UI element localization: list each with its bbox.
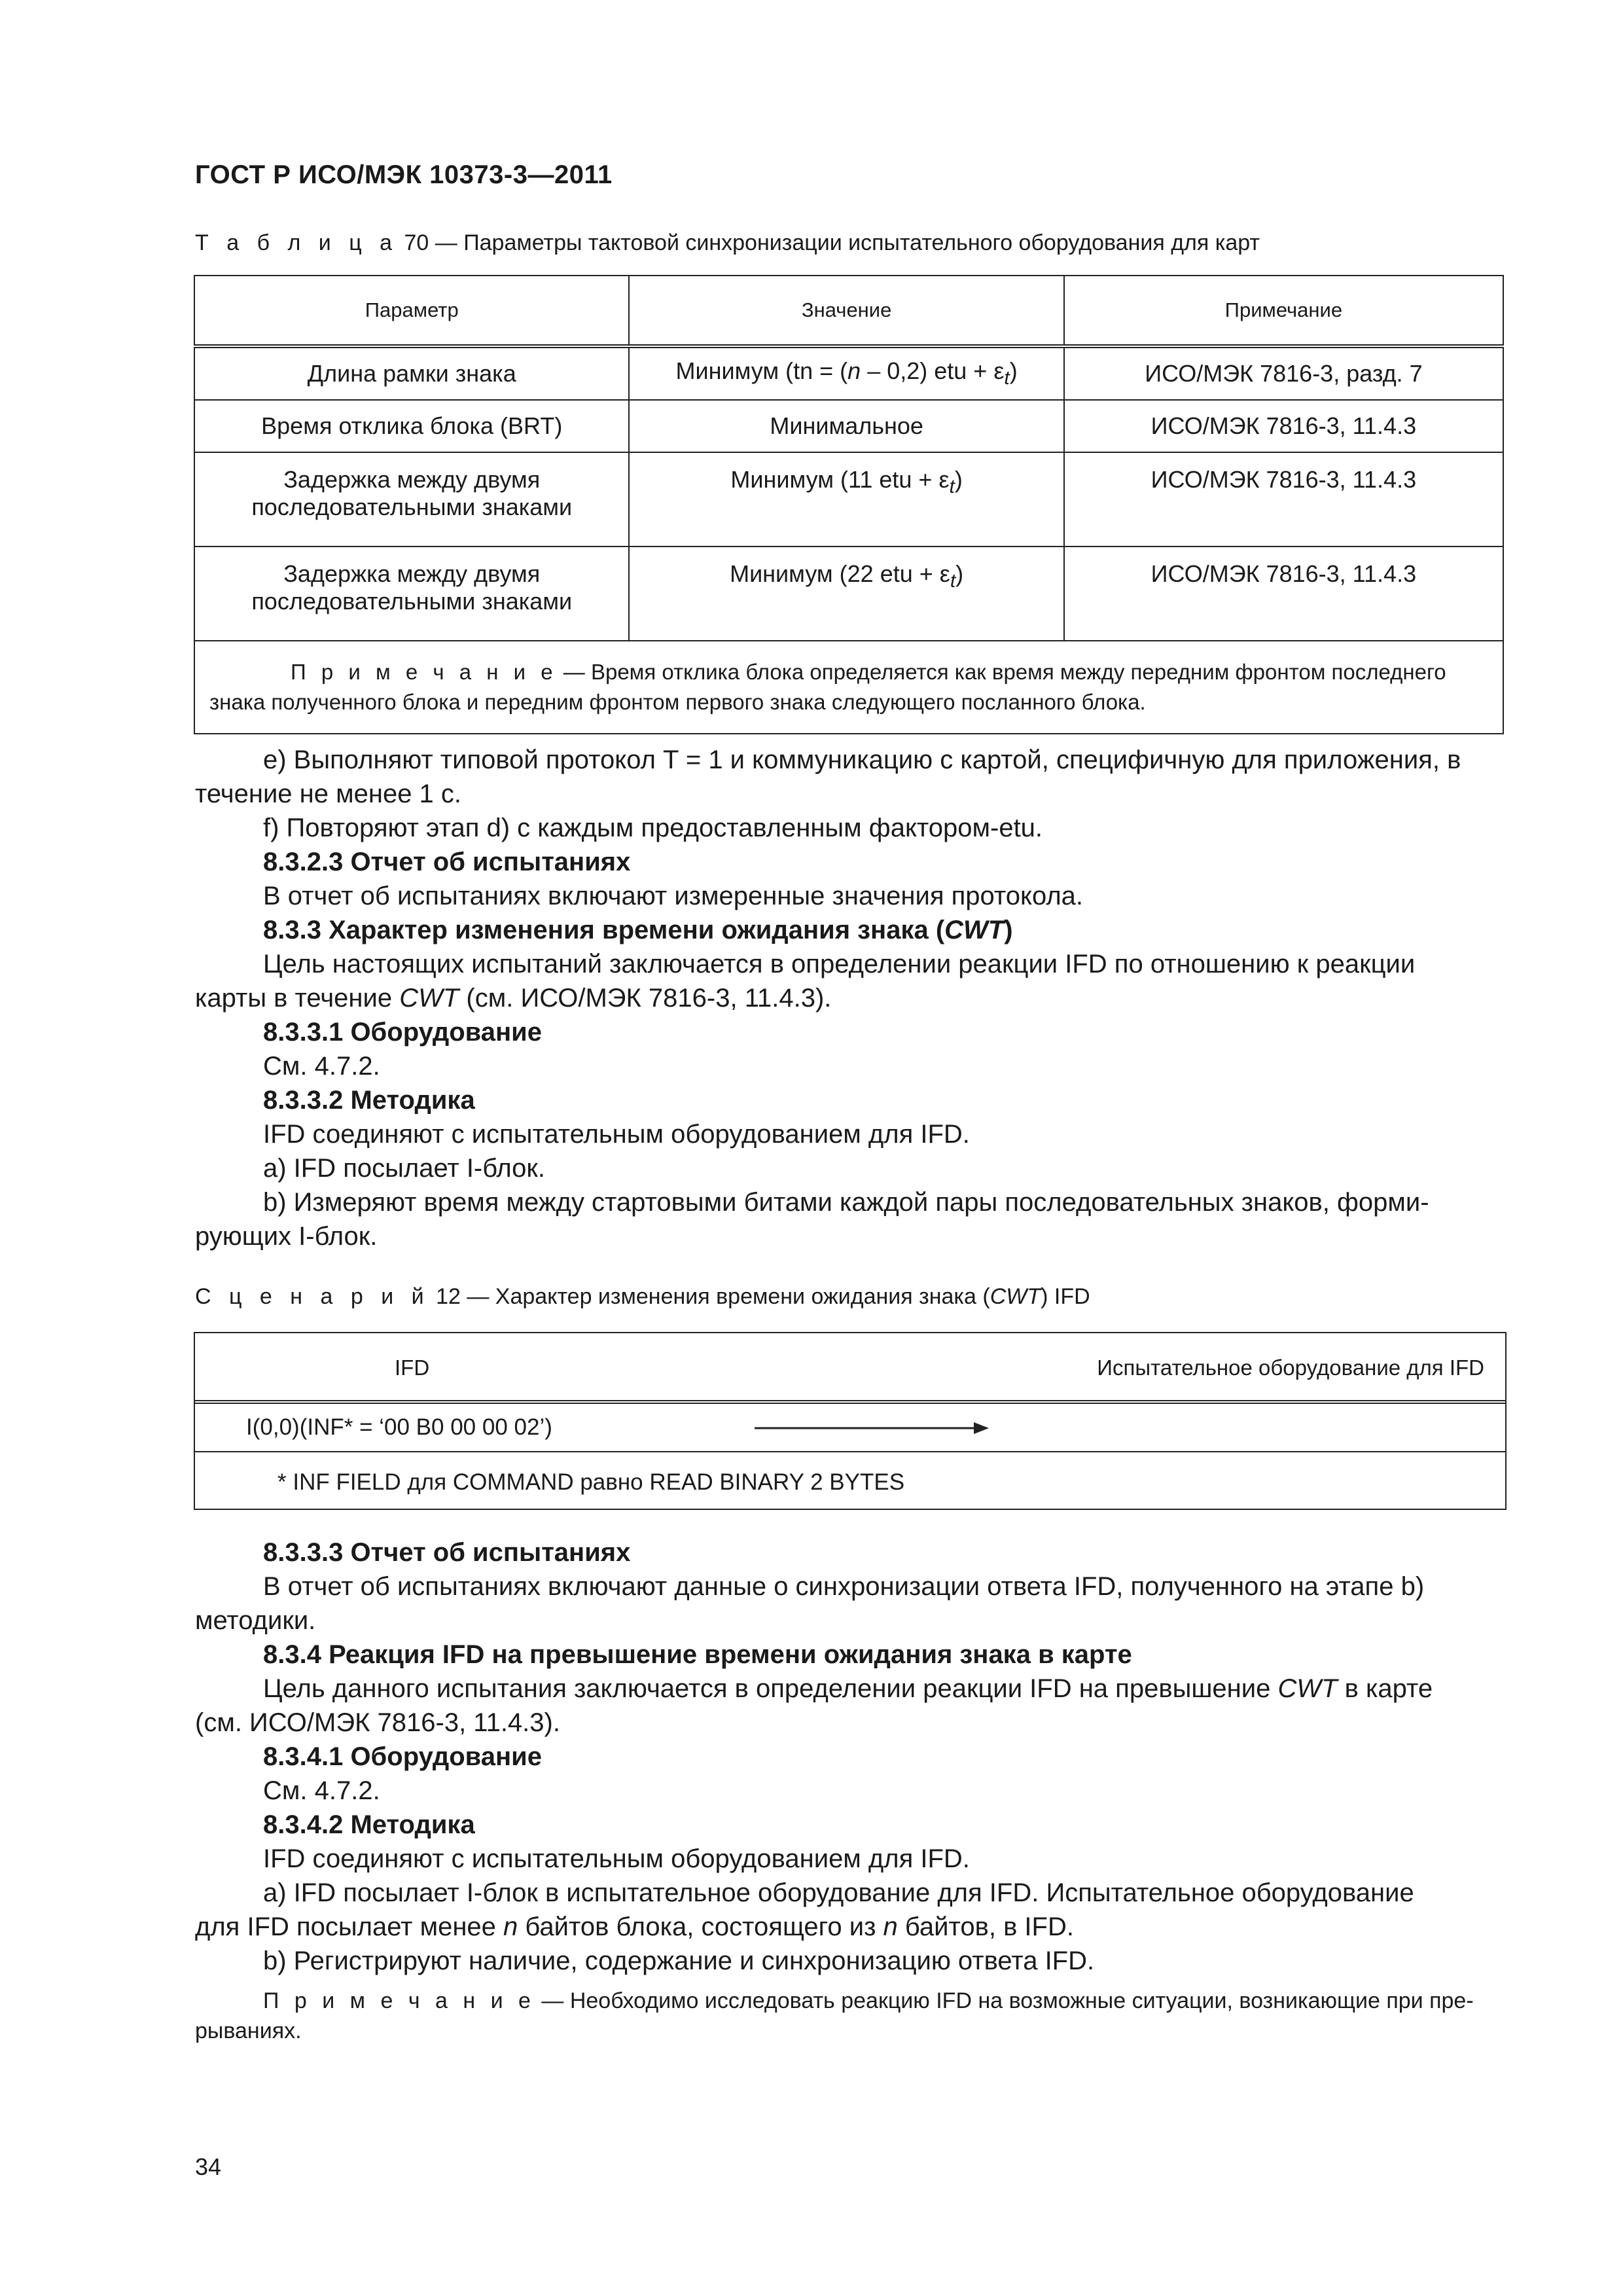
table-header-row — [194, 276, 1503, 346]
table-cell — [629, 452, 1063, 547]
section-heading: 8.3.4.1 Оборудование — [263, 1742, 542, 1771]
cell-text: Минимум (11 etu + ε — [730, 466, 950, 493]
footnote-text: * INF FIELD для COMMAND равно READ BINARY 2 BYTES — [277, 1469, 905, 1495]
timing-parameters-table — [194, 275, 1504, 734]
column-header: Значение — [629, 276, 1063, 346]
heading-text: ) — [1004, 916, 1013, 944]
scenario-table — [194, 1332, 1507, 1510]
cell-subscript: t — [949, 476, 955, 498]
table-cell — [629, 547, 1063, 641]
table-caption-label: Т а б л и ц а — [195, 230, 399, 255]
paragraph: См. 4.7.2. — [263, 1776, 380, 1805]
text: n — [883, 1912, 898, 1941]
note-text: знака полученного блока и передним фронтом первого знака следующего посланного блока. — [209, 690, 1146, 714]
note-text: — Время отклика блока определяется как время между передним фронтом последнего — [557, 660, 1446, 684]
paragraph: b) Измеряют время между стартовыми битами каждой пары последовательных знаков, форми- — [263, 1188, 1429, 1217]
note: рываниях. — [195, 2018, 302, 2043]
page-number: 34 — [195, 2153, 222, 2180]
cell-text: – 0,2) etu + ε — [861, 357, 1005, 385]
text: CWT — [399, 984, 459, 1013]
section-heading: 8.3.3.1 Оборудование — [263, 1018, 542, 1047]
note-label: П р и м е ч а н и е — [291, 660, 558, 684]
paragraph: В отчет об испытаниях включают измеренные значения протокола. — [263, 882, 1084, 910]
table-row — [194, 452, 1503, 547]
test-equipment-column-header: Испытательное оборудование для IFD — [1097, 1355, 1484, 1380]
table-note — [194, 641, 1503, 734]
cell-text: последовательными знаками — [251, 493, 573, 520]
table-cell: ИСО/МЭК 7816-3, разд. 7 — [1064, 346, 1503, 400]
scenario-caption — [195, 1284, 1090, 1310]
text: байтов блока, состоящего из — [518, 1912, 883, 1941]
ifd-column-header: IFD — [395, 1355, 430, 1380]
note-text: — Необходимо исследовать реакцию IFD на возможные ситуации, возникающие при пре- — [535, 1988, 1474, 2013]
heading-text: 8.3.3 Характер изменения времени ожидания знака ( — [263, 916, 945, 944]
table-caption — [195, 230, 1260, 256]
message-text: I(0,0)(INF* = ‘00 B0 00 00 02’) — [246, 1414, 552, 1440]
table-row — [194, 547, 1503, 641]
scenario-caption-text: 12 — Характер изменения времени ожидания знака ( — [436, 1284, 990, 1309]
section-heading: 8.3.4.2 Методика — [263, 1810, 475, 1839]
paragraph: методики. — [195, 1606, 316, 1635]
paragraph — [195, 1910, 1503, 1944]
table-caption-text: 70 — Параметры тактовой синхронизации испытательного оборудования для карт — [404, 230, 1260, 255]
table-cell — [629, 346, 1063, 400]
cell-text: ) — [954, 466, 963, 493]
paragraph: b) Регистрируют наличие, содержание и синхронизацию ответа IFD. — [263, 1946, 1095, 1975]
column-header: Параметр — [194, 276, 629, 346]
right-arrow-icon — [755, 1418, 990, 1438]
cell-text: Минимум (tn = ( — [675, 357, 848, 385]
table-cell — [194, 452, 629, 547]
note — [195, 1986, 1503, 2016]
body-section-2 — [195, 1535, 1503, 2046]
column-header: Примечание — [1064, 276, 1503, 346]
scenario-header-row — [195, 1333, 1505, 1404]
text: карты в течение — [195, 984, 400, 1013]
standard-header: ГОСТ Р ИСО/МЭК 10373-3—2011 — [195, 160, 613, 189]
scenario-caption-text: ) IFD — [1041, 1284, 1090, 1309]
scenario-caption-text: CWT — [990, 1284, 1041, 1309]
paragraph: f) Повторяют этап d) с каждым предоставленным фактором-etu. — [263, 814, 1043, 842]
heading-text: CWT — [944, 916, 1005, 944]
table-row — [194, 346, 1503, 400]
table-cell: Длина рамки знака — [194, 346, 629, 400]
table-cell: ИСО/МЭК 7816-3, 11.4.3 — [1064, 547, 1503, 641]
paragraph: (см. ИСО/МЭК 7816-3, 11.4.3). — [195, 1708, 560, 1737]
scenario-footnote-row — [195, 1452, 1505, 1509]
text: для IFD посылает менее — [195, 1912, 504, 1941]
scenario-message-row — [195, 1404, 1505, 1452]
table-cell: Минимальное — [629, 400, 1063, 452]
cell-text: ) — [955, 560, 964, 587]
table-cell — [194, 547, 629, 641]
paragraph: Цель настоящих испытаний заключается в определении реакции IFD по отношению к реакции — [263, 950, 1416, 978]
cell-subscript: t — [1004, 367, 1010, 389]
note-label: П р и м е ч а н и е — [263, 1988, 535, 2013]
text: в карте — [1337, 1674, 1433, 1703]
paragraph: См. 4.7.2. — [263, 1052, 380, 1081]
cell-text: ) — [1009, 357, 1018, 385]
text: CWT — [1277, 1674, 1338, 1703]
section-heading — [195, 913, 1503, 947]
cell-text: Минимум (22 etu + ε — [730, 560, 950, 587]
paragraph: течение не менее 1 с. — [195, 780, 462, 808]
paragraph: a) IFD посылает I-блок. — [263, 1154, 546, 1183]
text: (см. ИСО/МЭК 7816-3, 11.4.3). — [459, 984, 832, 1013]
paragraph: a) IFD посылает I-блок в испытательное оборудование для IFD. Испытательное оборудование — [263, 1878, 1414, 1907]
scenario-caption-label: С ц е н а р и й — [195, 1284, 430, 1309]
table-cell: Время отклика блока (BRT) — [194, 400, 629, 452]
cell-text: n — [847, 357, 861, 385]
paragraph: e) Выполняют типовой протокол T = 1 и коммуникацию с картой, специфичную для приложения, в — [263, 745, 1461, 774]
section-heading: 8.3.3.3 Отчет об испытаниях — [263, 1538, 631, 1567]
table-cell: ИСО/МЭК 7816-3, 11.4.3 — [1064, 400, 1503, 452]
text: Цель данного испытания заключается в определении реакции IFD на превышение — [263, 1674, 1278, 1703]
table-cell: ИСО/МЭК 7816-3, 11.4.3 — [1064, 452, 1503, 547]
paragraph: В отчет об испытаниях включают данные о синхронизации ответа IFD, полученного на этапе b) — [263, 1572, 1425, 1601]
paragraph — [195, 1672, 1503, 1706]
text: байтов, в IFD. — [897, 1912, 1074, 1941]
paragraph: IFD соединяют с испытательным оборудованием для IFD. — [263, 1844, 970, 1873]
paragraph: IFD соединяют с испытательным оборудованием для IFD. — [263, 1120, 970, 1149]
cell-text: Задержка между двумя — [283, 560, 541, 587]
table-note-row — [194, 641, 1503, 734]
text: n — [503, 1912, 518, 1941]
cell-subscript: t — [950, 570, 956, 592]
cell-text: последовательными знаками — [251, 588, 573, 615]
body-section-1 — [195, 743, 1503, 1253]
section-heading: 8.3.2.3 Отчет об испытаниях — [263, 848, 631, 876]
table-row — [194, 400, 1503, 452]
cell-text: Задержка между двумя — [283, 466, 541, 493]
paragraph: рующих I-блок. — [195, 1222, 378, 1251]
section-heading: 8.3.3.2 Методика — [263, 1086, 475, 1115]
section-heading: 8.3.4 Реакция IFD на превышение времени ожидания знака в карте — [263, 1640, 1132, 1669]
paragraph — [195, 981, 1503, 1015]
